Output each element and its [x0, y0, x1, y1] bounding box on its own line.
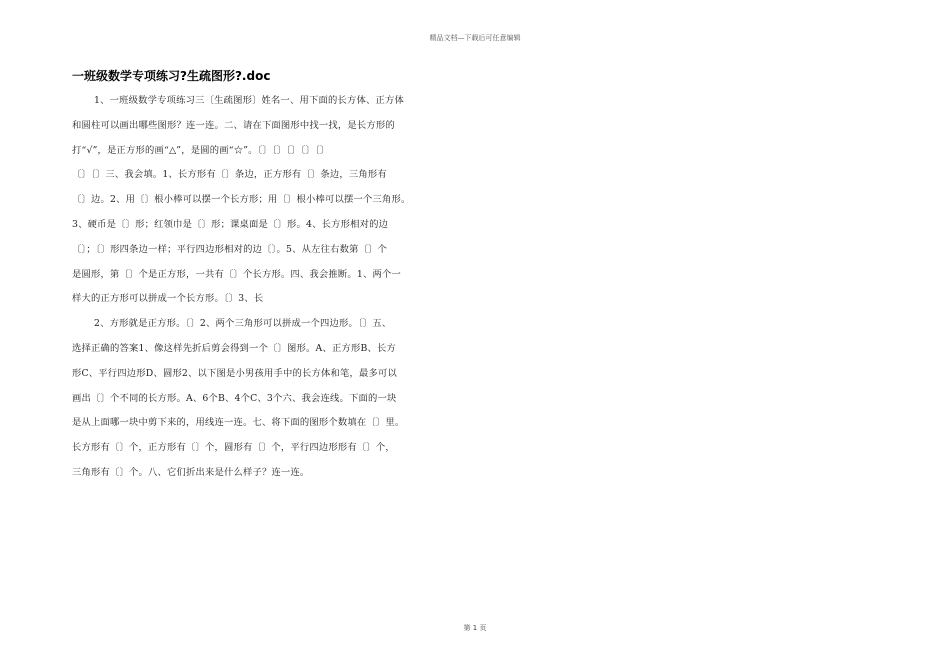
paragraph-line: 〔〕；〔〕形四条边一样；平行四边形相对的边〔〕。5、从左往右数第〔〕个 — [72, 243, 388, 255]
paragraph-line: 是从上面哪一块中剪下来的，用线连一连。七、将下面的图形个数填在〔〕里。 — [72, 417, 405, 429]
paragraph-line: 1、一班级数学专项练习三〔生疏图形〕姓名一、用下面的长方体、正方体 — [94, 95, 405, 106]
paragraph-line: 样大的正方形可以拼成一个长方形。〔〕3、长 — [72, 293, 264, 305]
paragraph-line: 长方形有〔〕个，正方形有〔〕个，圆形有〔〕个，平行四边形形有〔〕个， — [72, 442, 395, 454]
paragraph-line: 三角形有〔〕个。八、它们折出来是什么样子？连一连。 — [72, 466, 310, 478]
paragraph-line: 形C、平行四边形D、圆形2、以下图是小男孩用手中的长方体和笔，最多可以 — [72, 367, 397, 379]
document-body — [72, 92, 472, 489]
paragraph-line: 〔〕边。2、用〔〕根小棒可以摆一个长方形；用〔〕根小棒可以摆一个三角形。 — [72, 194, 411, 206]
paragraph-line: 画出〔〕个不同的长方形。A、6个B、4个C、3个六、我会连线。下面的一块 — [72, 392, 397, 404]
paragraph-line: 是圆形，第〔〕个是正方形，一共有〔〕个长方形。四、我会推断。1、两个一 — [72, 268, 402, 280]
paragraph-line: 3、硬币是〔〕形；红领巾是〔〕形；课桌面是〔〕形。4、长方形相对的边 — [72, 218, 389, 230]
document-title: 一班级数学专项练习?生疏图形?.doc — [72, 69, 271, 83]
paragraph-line: 〔〕〔〕三、我会填。1、长方形有〔〕条边，正方形有〔〕条边，三角形有 — [72, 169, 387, 181]
paragraph-line: 选择正确的答案1、像这样先折后剪会得到一个〔〕图形。A、正方形B、长方 — [72, 342, 396, 354]
page-header-note: 精品文档—下载后可任意编辑 — [429, 34, 521, 42]
page-number: 第 1 页 — [463, 624, 487, 632]
paragraph-line: 2、方形就是正方形。〔〕2、两个三角形可以拼成一个四边形。〔〕五、 — [94, 318, 392, 330]
paragraph-line: 打“√”，是正方形的画“△”，是圆的画“☆”。〔〕〔〕〔〕〔〕〔〕 — [72, 144, 330, 156]
paragraph-line: 和圆柱可以画出哪些图形？连一连。二、请在下面图形中找一找，是长方形的 — [72, 119, 395, 131]
